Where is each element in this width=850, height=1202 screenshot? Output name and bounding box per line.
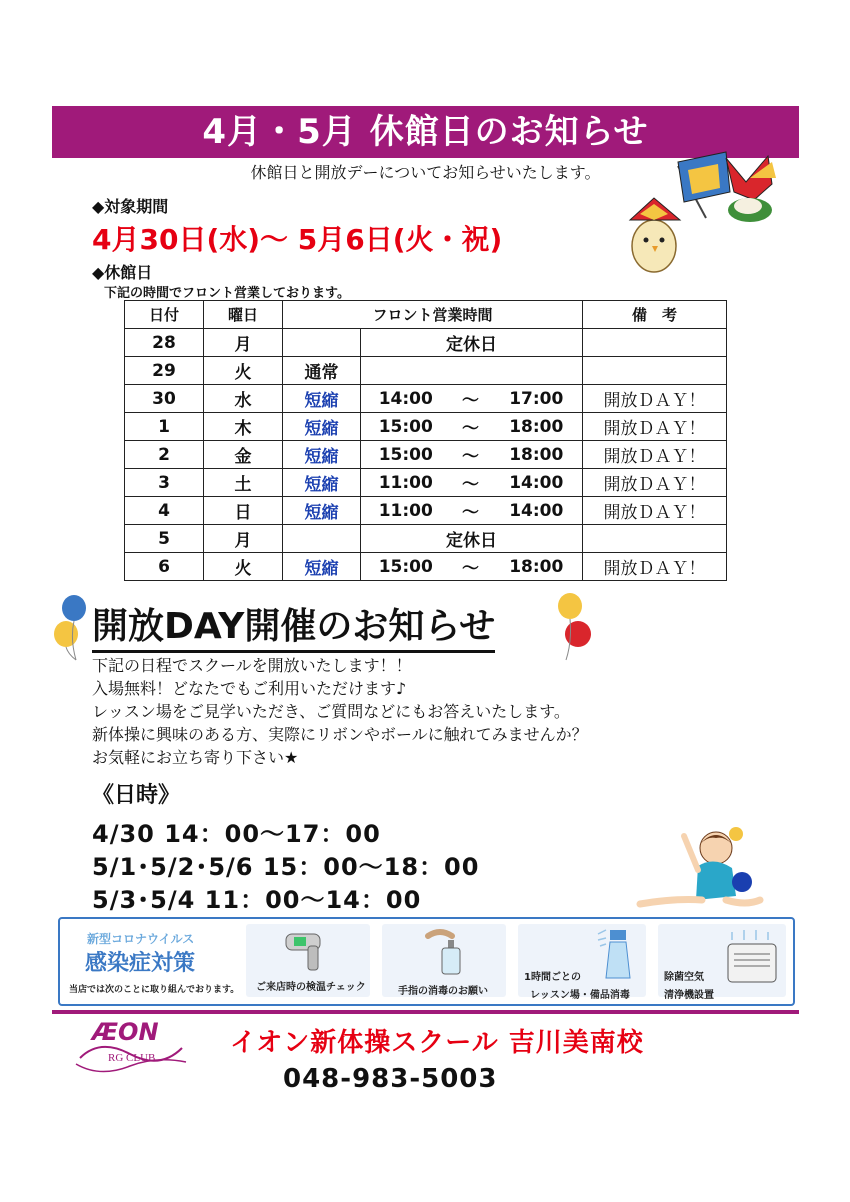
table-row [125,525,727,553]
cell-tilde: ～ [451,441,491,469]
thermometer-icon [282,928,332,972]
mascot-illustration [622,148,780,278]
description-line: 下記の日程でスクールを開放いたします！！ [92,656,412,675]
cell-weekday: 日 [204,497,283,525]
description-line: レッスン場をご見学いただき、ご質問などにもお答えいたします。 [92,702,570,721]
cell-date: 4 [125,497,204,525]
measure-label: ご来店時の検温チェック [256,982,366,993]
cell-hours-type: 短縮 [283,413,361,441]
measure-item [382,924,506,997]
cell-remarks [583,329,727,357]
cell-weekday: 金 [204,441,283,469]
balloons-right-icon [550,592,594,662]
cell-date: 3 [125,469,204,497]
cell-hours-span: 定休日 [361,329,583,357]
open-day-title: 開放DAY開催のお知らせ [92,606,495,653]
cell-remarks: 開放ＤＡＹ！ [583,553,727,581]
cell-weekday: 火 [204,553,283,581]
covid-title-big: 感染症対策 [85,951,196,976]
measure-label: レッスン場・備品消毒 [530,990,630,1001]
air-purifier-icon [724,928,780,984]
logo-sub: RG CLUB [108,1052,156,1064]
cell-hours-type: 通常 [283,357,361,385]
gymnast-illustration [636,826,766,916]
phone-number: 048-983-5003 [283,1064,498,1094]
table-row [125,385,727,413]
table-row [125,357,727,385]
table-header-row [125,301,727,329]
header-hours: フロント営業時間 [283,301,583,329]
spray-bottle-icon [594,926,638,982]
period-value: 4月30日(水)～ 5月6日(火・祝) [92,223,503,256]
cell-hours-type: 短縮 [283,441,361,469]
cell-remarks: 開放ＤＡＹ！ [583,469,727,497]
measure-item [658,924,786,1001]
datetime-heading: 《日時》 [92,783,181,808]
period-heading: ◆対象期間 [92,197,169,216]
cell-hours-type [283,329,361,357]
covid-title-small: 新型コロナウイルス [87,932,195,946]
cell-start: 11:00 [361,497,451,525]
measure-label: 1時間ごとの [524,972,581,983]
cell-weekday: 月 [204,525,283,553]
cell-hours-type: 短縮 [283,553,361,581]
hours-table-body [125,329,727,581]
cell-start: 14:00 [361,385,451,413]
covid-caption: 当店では次のことに取り組んでおります。 [69,985,240,995]
cell-weekday: 土 [204,469,283,497]
cell-weekday: 月 [204,329,283,357]
measure-item [246,924,370,997]
schedule-line: 5/3･5/4 11：00～14：00 [92,886,422,914]
header-weekday: 曜日 [204,301,283,329]
covid-title-panel [65,924,242,997]
cell-tilde [451,357,491,385]
cell-remarks [583,525,727,553]
closed-days-heading: ◆休館日 [92,263,153,282]
cell-start: 11:00 [361,469,451,497]
closed-days-note: 下記の時間でフロント営業しております。 [104,286,350,301]
cell-end: 18:00 [491,413,583,441]
cell-date: 28 [125,329,204,357]
cell-hours-type: 短縮 [283,497,361,525]
cell-remarks: 開放ＤＡＹ！ [583,385,727,413]
cell-hours-span: 定休日 [361,525,583,553]
cell-remarks: 開放ＤＡＹ！ [583,497,727,525]
covid-measures-panel [58,917,795,1006]
cell-end: 17:00 [491,385,583,413]
cell-tilde: ～ [451,553,491,581]
cell-hours-type: 短縮 [283,385,361,413]
cell-end: 14:00 [491,469,583,497]
measure-item [518,924,646,1001]
header-remarks: 備 考 [583,301,727,329]
cell-end: 14:00 [491,497,583,525]
subtitle: 休館日と開放デーについてお知らせいたします。 [250,163,601,182]
cell-remarks [583,357,727,385]
table-row [125,553,727,581]
cell-tilde: ～ [451,413,491,441]
cell-end [491,357,583,385]
measure-label: 手指の消毒のお願い [398,986,488,997]
cell-date: 5 [125,525,204,553]
table-row [125,497,727,525]
table-row [125,469,727,497]
cell-tilde: ～ [451,469,491,497]
cell-start: 15:00 [361,441,451,469]
cell-start [361,357,451,385]
hand-sanitizer-icon [422,926,472,976]
table-row [125,413,727,441]
cell-start: 15:00 [361,553,451,581]
description-line: お気軽にお立ち寄り下さい★ [92,748,299,767]
cell-hours-type [283,525,361,553]
cell-end: 18:00 [491,441,583,469]
cell-date: 29 [125,357,204,385]
schedule-line: 4/30 14：00～17：00 [92,820,381,848]
school-name: イオン新体操スクール 吉川美南校 [230,1028,644,1058]
description-line: 新体操に興味のある方、実際にリボンやボールに触れてみませんか？ [92,725,588,744]
open-day-description [92,654,588,769]
table-row [125,329,727,357]
cell-tilde: ～ [451,385,491,413]
cell-remarks: 開放ＤＡＹ！ [583,441,727,469]
cell-start: 15:00 [361,413,451,441]
balloons-left-icon [52,594,92,664]
cell-date: 1 [125,413,204,441]
measure-label: 除菌空気 [664,972,704,983]
cell-tilde: ～ [451,497,491,525]
hours-table [124,300,727,581]
cell-hours-type: 短縮 [283,469,361,497]
page-title: 4月・5月 休館日のお知らせ [52,106,799,158]
cell-date: 2 [125,441,204,469]
schedule-line: 5/1･5/2･5/6 15：00～18：00 [92,853,480,881]
cell-weekday: 火 [204,357,283,385]
footer-divider [52,1010,799,1014]
header-date: 日付 [125,301,204,329]
cell-end: 18:00 [491,553,583,581]
cell-weekday: 木 [204,413,283,441]
cell-remarks: 開放ＤＡＹ！ [583,413,727,441]
table-row [125,441,727,469]
logo-brand: ÆON [92,1018,159,1046]
measure-label: 清浄機設置 [664,990,714,1001]
cell-date: 6 [125,553,204,581]
cell-weekday: 水 [204,385,283,413]
description-line: 入場無料！どなたでもご利用いただけます♪ [92,679,407,698]
cell-date: 30 [125,385,204,413]
aeon-rg-club-logo [70,1018,190,1078]
